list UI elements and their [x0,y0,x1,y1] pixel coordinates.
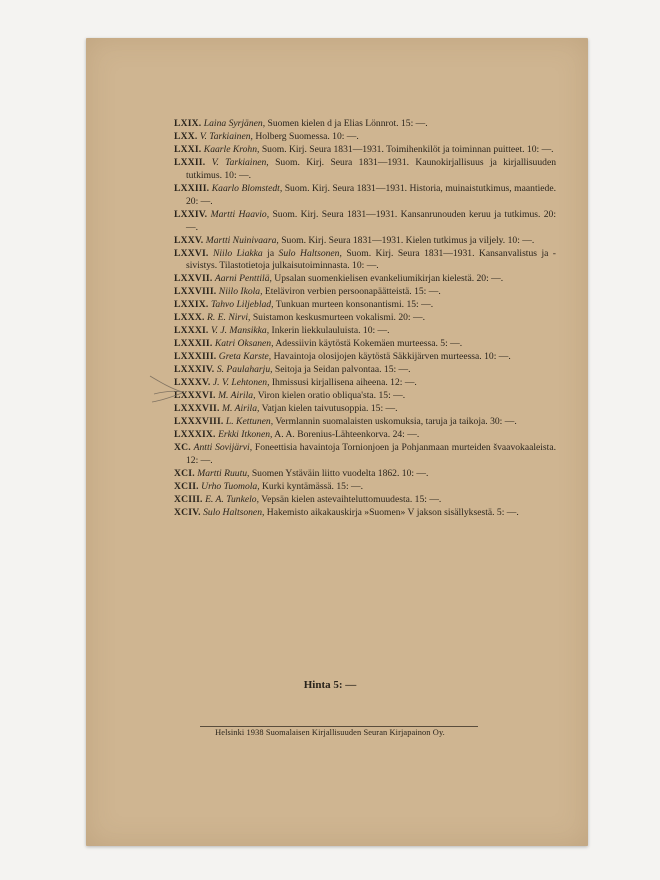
list-item: XCIV. Sulo Haltsonen, Hakemisto aikakauskirja »Suomen» V jakson sisällyksestä. 5: —. [174,506,519,518]
list-item: LXXXIII. Greta Karste, Havaintoja olosijojen käytöstä Säkkijärven murteessa. 10: —. [174,351,511,363]
list-item: LXXXIV. S. Paulaharju, Seitoja ja Seidan palvontaa. 15: —. [174,364,411,376]
pencil-mark-icon [148,372,188,408]
list-item: LXXXVI. M. Airila, Viron kielen oratio obliqua'sta. 15: —. [174,390,406,402]
list-item: XC. Antti Sovijärvi, Foneettisia havaintoja Tornionjoen ja Pohjanmaan murteiden švaavokaaleista. 12: —. [174,441,556,466]
list-item: LXXXVIII. L. Kettunen, Vermlannin suomalaisten uskomuksia, taruja ja taikoja. 30: —. [174,415,517,427]
list-item: LXXIII. Kaarlo Blomstedt, Suom. Kirj. Seura 1831—1931. Historia, muinaistutkimus, maantiede. 20: —. [174,182,556,207]
list-item: XCI. Martti Ruutu, Suomen Ystäväin liitto vuodelta 1862. 10: —. [174,467,429,479]
list-item: LXXV. Martti Nuinivaara, Suom. Kirj. Seura 1831—1931. Kielen tutkimus ja viljely. 10: —. [174,234,535,246]
divider [200,726,478,727]
printer-imprint: Helsinki 1938 Suomalaisen Kirjallisuuden Seuran Kirjapainon Oy. [215,728,445,737]
list-item: LXXIX. Tahvo Liljeblad, Tunkuan murteen konsonantismi. 15: —. [174,299,434,311]
list-item: LXXII. V. Tarkiainen, Suom. Kirj. Seura 1831—1931. Kaunokirjallisuus ja kirjallisuuden tutkimus. 10: —. [174,156,557,181]
list-item: LXXI. Kaarle Krohn, Suom. Kirj. Seura 1831—1931. Toimihenkilöt ja toiminnan puitteet. 10: —. [174,143,554,155]
list-item: LXX. V. Tarkiainen, Holberg Suomessa. 10: —. [174,130,359,142]
list-item: LXXXII. Katri Oksanen, Adessiivin käytöstä Kokemäen murteessa. 5: —. [174,338,463,350]
publication-list [174,118,556,520]
list-item: LXXXV. J. V. Lehtonen, Ihmissusi kirjallisena aiheena. 12: —. [174,377,417,389]
price-label: Hinta 5: — [303,679,357,691]
list-item: LXXXIX. Erkki Itkonen, A. A. Borenius-Lähteenkorva. 24: —. [174,428,420,440]
list-item: LXXX. R. E. Nirvi, Suistamon keskusmurteen vokalismi. 20: —. [174,312,425,324]
list-item: LXXVI. Niilo Liakka ja Sulo Haltsonen, Suom. Kirj. Seura 1831—1931. Kansanvalistus ja -sivistys. Tilastotietoja julkaisutoiminnasta. 10: —. [174,247,556,272]
list-item: XCIII. E. A. Tunkelo, Vepsän kielen astevaihteluttomuudesta. 15: —. [174,493,442,505]
list-item: LXXVIII. Niilo Ikola, Eteläviron verbien persoonapäätteistä. 15: —. [174,286,441,298]
list-item: LXIX. Laina Syrjänen, Suomen kielen d ja Elias Lönnrot. 15: —. [174,118,428,129]
list-item: LXXIV. Martti Haavio, Suom. Kirj. Seura 1831—1931. Kansanrunouden keruu ja tutkimus. 20: —. [174,208,557,233]
list-item: XCII. Urho Tuomola, Kurki kyntämässä. 15: —. [174,480,363,492]
list-item: LXXXVII. M. Airila, Vatjan kielen taivutusoppia. 15: —. [174,402,398,414]
list-item: LXXXI. V. J. Mansikka, Inkerin liekkulauluista. 10: —. [174,325,390,337]
list-item: LXXVII. Aarni Penttilä, Upsalan suomenkielisen evankeliumikirjan kielestä. 20: —. [174,273,504,285]
